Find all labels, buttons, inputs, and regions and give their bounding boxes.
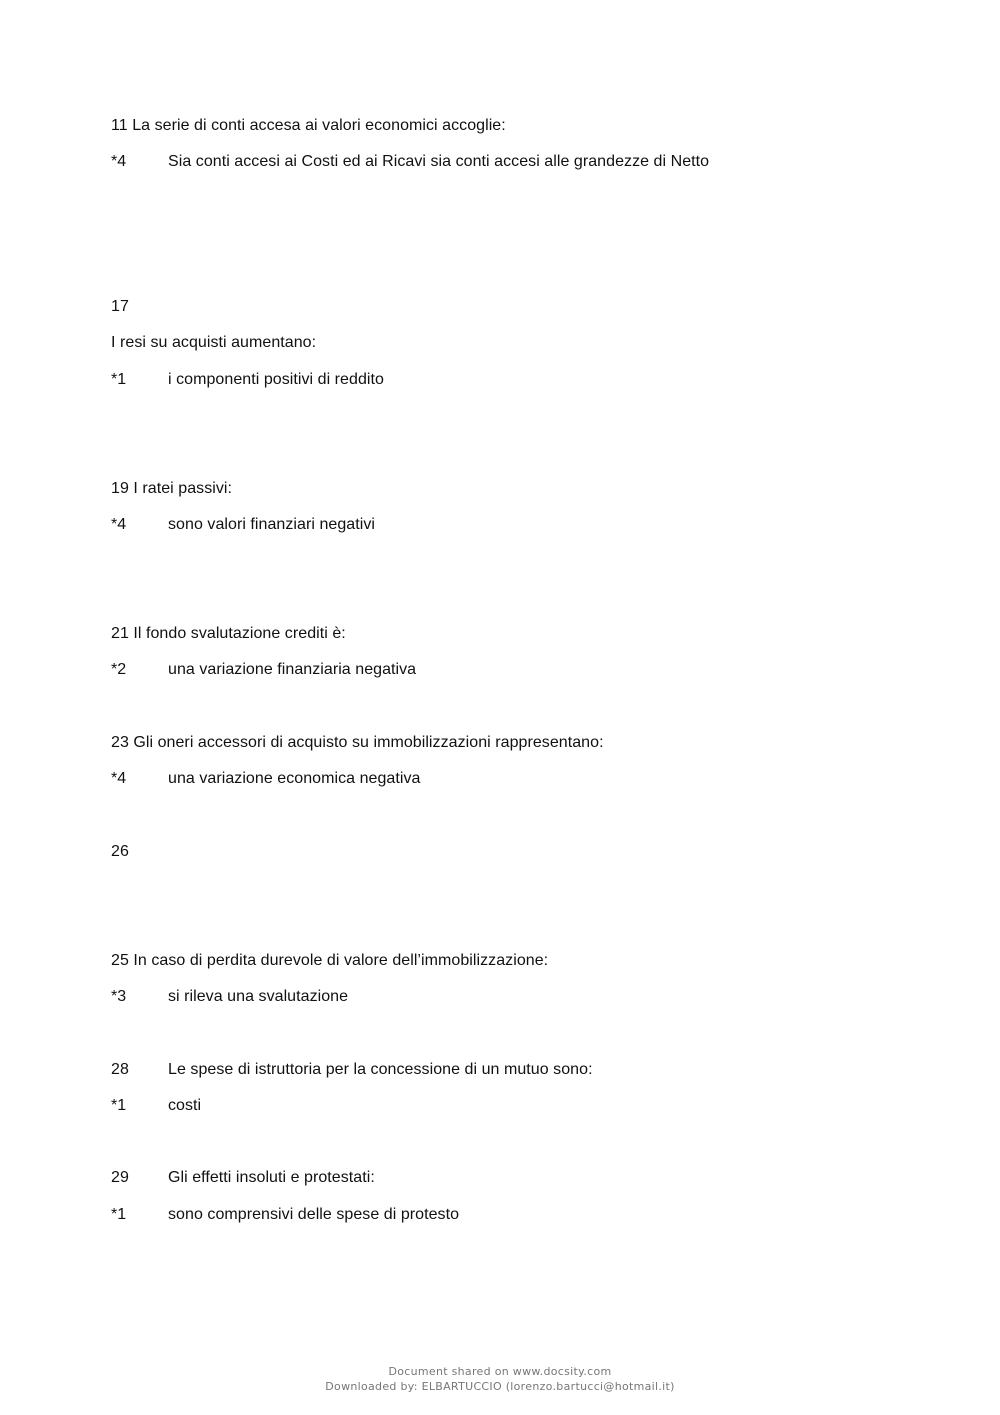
q23-answer — [111, 769, 420, 789]
q11-question — [111, 116, 506, 136]
q29-question-number: 29 — [111, 1169, 129, 1186]
q25-answer-text: si rileva una svalutazione — [168, 988, 349, 1005]
q17-question — [111, 333, 316, 353]
q11-answer — [111, 152, 709, 172]
q11-answer-text: Sia conti accesi ai Costi ed ai Ricavi sia conti accesi alle grandezze di Netto — [168, 153, 710, 170]
q25-question-text: 25 In caso di perdita durevole di valore dell’immobilizzazione: — [111, 952, 549, 969]
q29-question — [111, 1168, 375, 1188]
q28-question-text: Le spese di istruttoria per la concessione di un mutuo sono: — [168, 1061, 593, 1078]
q19-question-text: 19 I ratei passivi: — [111, 480, 233, 497]
q28-question-number: 28 — [111, 1061, 129, 1078]
q19-answer-text: sono valori finanziari negativi — [168, 516, 375, 533]
q28-answer-text: costi — [168, 1097, 202, 1114]
q29-answer — [111, 1205, 459, 1225]
q21-answer — [111, 660, 416, 680]
q25-answer-number: *3 — [111, 988, 127, 1005]
q21-question — [111, 624, 346, 644]
q23-question-text: 23 Gli oneri accessori di acquisto su immobilizzazioni rappresentano: — [111, 734, 604, 751]
q29-question-text: Gli effetti insoluti e protestati: — [168, 1169, 375, 1186]
q26-number-text: 26 — [111, 843, 129, 860]
q23-answer-text: una variazione economica negativa — [168, 770, 421, 787]
q19-answer — [111, 515, 375, 535]
footer-downloaded-notice: Downloaded by: ELBARTUCCIO (lorenzo.bartucci@hotmail.it) — [325, 1380, 675, 1393]
q17-number-text: 17 — [111, 298, 129, 315]
q26-number — [111, 842, 129, 862]
q17-answer-text: i componenti positivi di reddito — [168, 371, 384, 388]
q17-answer-number: *1 — [111, 371, 127, 388]
q23-answer-number: *4 — [111, 770, 127, 787]
q25-question — [111, 951, 548, 971]
q17-question-text: I resi su acquisti aumentano: — [111, 334, 317, 351]
q21-question-text: 21 Il fondo svalutazione crediti è: — [111, 625, 346, 642]
q19-answer-number: *4 — [111, 516, 127, 533]
q21-answer-text: una variazione finanziaria negativa — [168, 661, 417, 678]
q17-number — [111, 297, 129, 317]
q28-question — [111, 1060, 593, 1080]
q29-answer-number: *1 — [111, 1206, 127, 1223]
q28-answer-number: *1 — [111, 1097, 127, 1114]
q29-answer-text: sono comprensivi delle spese di protesto — [168, 1206, 460, 1223]
q25-answer — [111, 987, 348, 1007]
q23-question — [111, 733, 604, 753]
q21-answer-number: *2 — [111, 661, 127, 678]
q11-answer-number: *4 — [111, 153, 127, 170]
q17-answer — [111, 370, 384, 390]
q28-answer — [111, 1096, 201, 1116]
q11-question-text: 11 La serie di conti accesa ai valori economici accoglie: — [111, 117, 506, 134]
q19-question — [111, 479, 232, 499]
footer-shared-notice: Document shared on www.docsity.com — [388, 1365, 612, 1378]
